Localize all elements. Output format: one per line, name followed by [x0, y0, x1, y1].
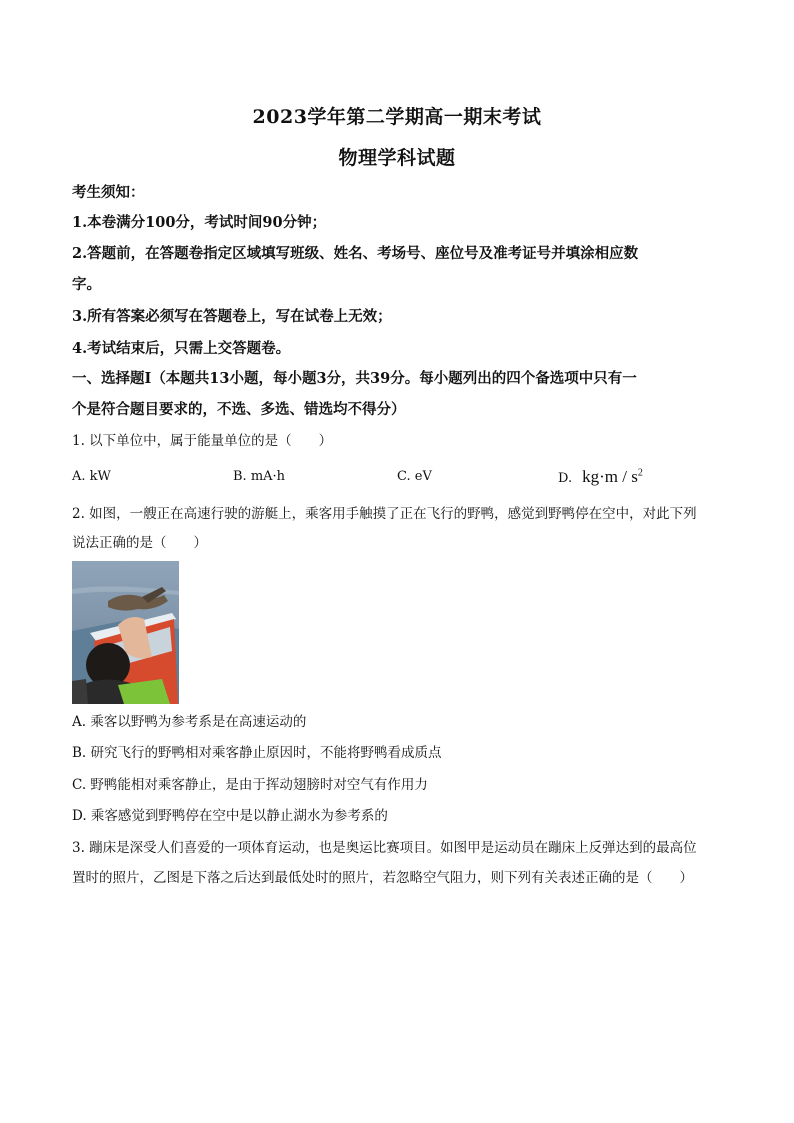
notice-item-4: 4.考试结束后，只需上交答题卷。	[72, 340, 291, 357]
question-1-stem: 1. 以下单位中，属于能量单位的是（ ）	[72, 433, 333, 449]
notice-item-3: 3.所有答案必须写在答题卷上，写在试卷上无效；	[72, 308, 392, 325]
q1-option-d	[558, 467, 643, 487]
question-2-stem-continued: 说法正确的是（ ）	[72, 535, 207, 551]
section-heading-continued: 个是符合题目要求的，不选、多选、错选均不得分）	[72, 401, 406, 418]
question-3-stem: 3. 蹦床是深受人们喜爱的一项体育运动，也是奥运比赛项目。如图甲是运动员在蹦床上反弹达到的最高位	[72, 840, 697, 856]
q1-option-d-unit	[582, 467, 643, 486]
q1-option-c: C. eV	[397, 469, 432, 484]
q1-option-a: A. kW	[72, 469, 111, 484]
q2-option-a: A. 乘客以野鸭为参考系是在高速运动的	[72, 714, 307, 730]
q1-option-d-unit-text: kg·m / s	[582, 467, 638, 486]
section-heading: 一、选择题Ⅰ（本题共13小题，每小题3分，共39分。每小题列出的四个备选项中只有一	[72, 370, 637, 387]
q2-option-c: C. 野鸭能相对乘客静止，是由于挥动翅膀时对空气有作用力	[72, 777, 428, 793]
notice-item-2-continued: 字。	[72, 276, 101, 293]
notice-item-1: 1.本卷满分100分，考试时间90分钟；	[72, 214, 327, 231]
boat-duck-photo	[72, 561, 179, 704]
q1-option-d-unit-exponent: 2	[637, 467, 643, 479]
notice-heading: 考生须知：	[72, 184, 145, 201]
question-2-stem: 2. 如图，一艘正在高速行驶的游艇上，乘客用手触摸了正在飞行的野鸭，感觉到野鸭停在空中，对此下列	[72, 506, 697, 522]
question-3-stem-continued: 置时的照片，乙图是下落之后达到最低处时的照片，若忽略空气阻力，则下列有关表述正确的是（ ）	[72, 870, 693, 886]
notice-item-2: 2.答题前，在答题卷指定区域填写班级、姓名、考场号、座位号及准考证号并填涂相应数	[72, 245, 639, 262]
q2-option-d: D. 乘客感觉到野鸭停在空中是以静止湖水为参考系的	[72, 808, 388, 824]
exam-title: 2023学年第二学期高一期末考试	[252, 106, 542, 128]
q1-option-b: B. mA·h	[233, 469, 286, 484]
exam-subtitle: 物理学科试题	[338, 147, 456, 169]
question-1-options	[72, 467, 727, 489]
q2-option-b: B. 研究飞行的野鸭相对乘客静止原因时，不能将野鸭看成质点	[72, 745, 442, 761]
q1-option-d-label: D.	[558, 471, 573, 486]
